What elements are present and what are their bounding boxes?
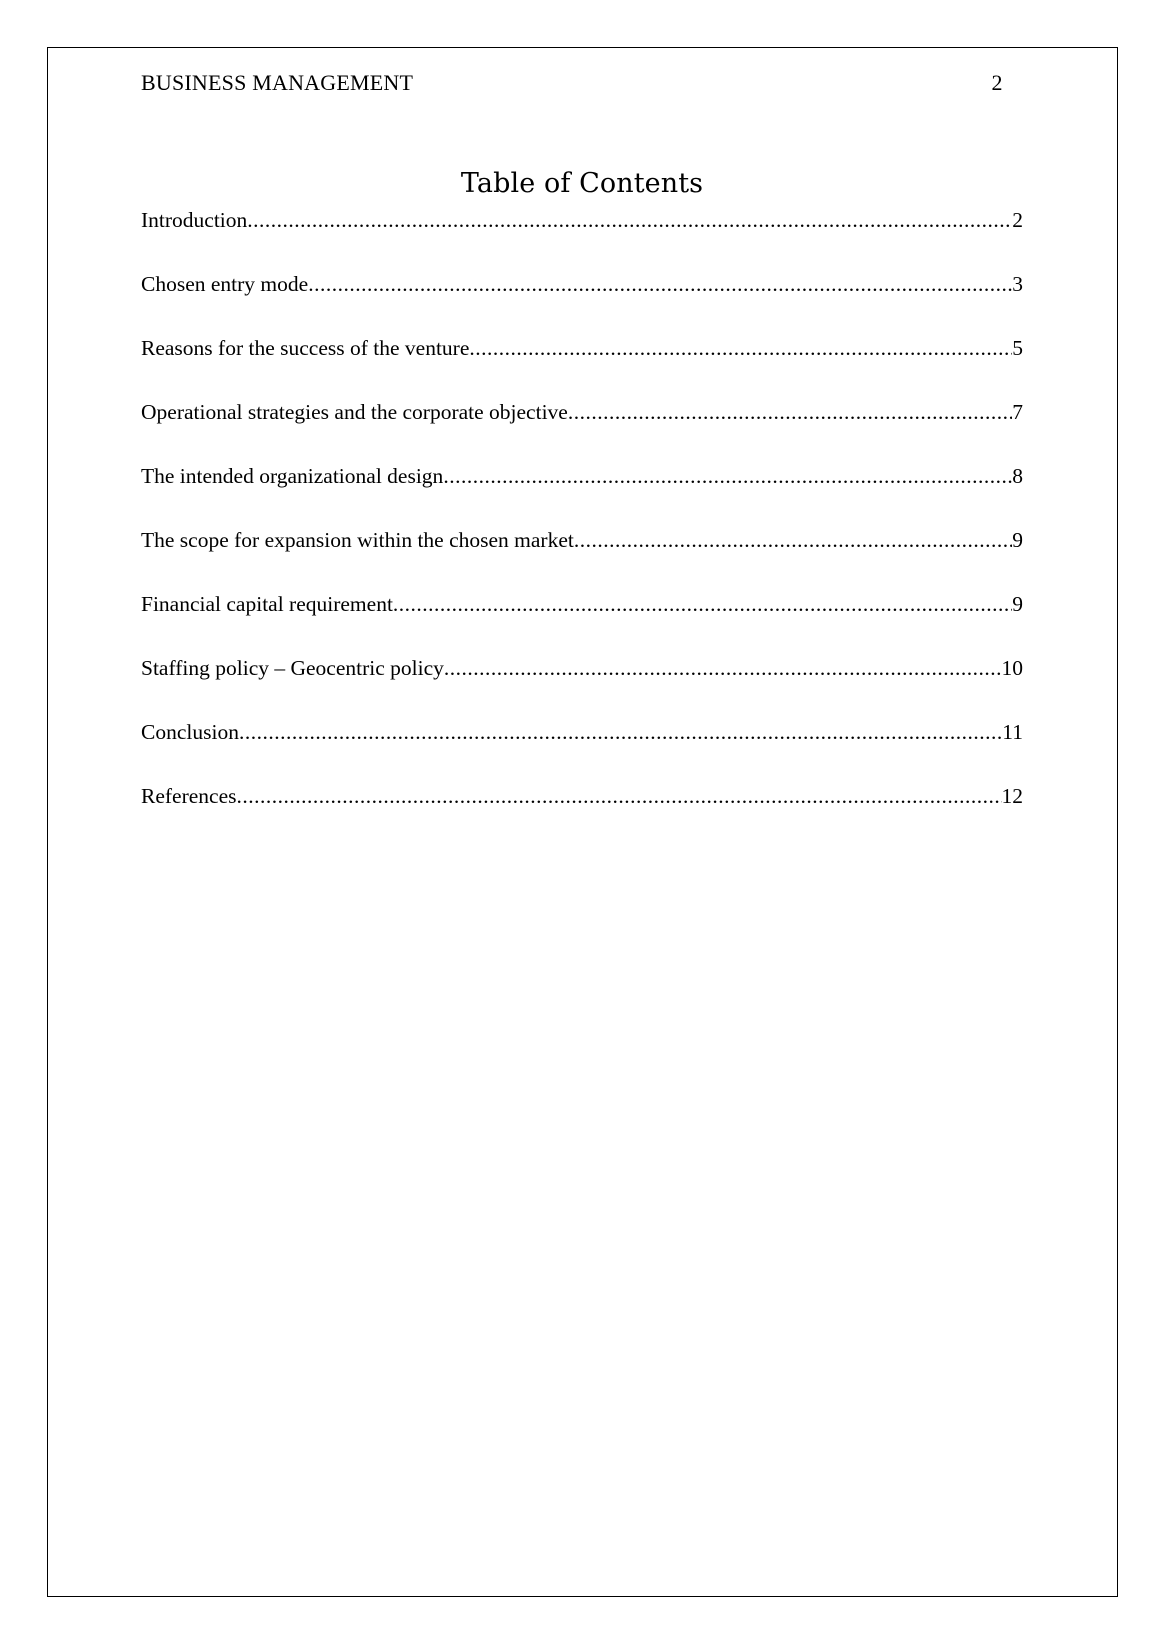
toc-entry-financial-capital[interactable]	[141, 588, 1023, 652]
dot-leader	[444, 652, 1002, 684]
toc-entry-scope-for-expansion[interactable]	[141, 524, 1023, 588]
toc-entry-operational-strategies[interactable]	[141, 396, 1023, 460]
toc-entry-label: Introduction	[141, 208, 248, 232]
dot-leader	[568, 396, 1012, 428]
toc-entry-label: Financial capital requirement	[141, 592, 393, 616]
toc-entry-page: 3	[1012, 272, 1023, 296]
toc-entry-page: 8	[1012, 464, 1023, 488]
toc-entry-label: Reasons for the success of the venture	[141, 336, 470, 360]
toc-entry-label: Operational strategies and the corporate objective	[141, 400, 568, 424]
dot-leader	[469, 332, 1012, 364]
toc-entry-page: 12	[1001, 784, 1023, 808]
running-head: BUSINESS MANAGEMENT	[141, 70, 414, 95]
toc-entry-label: References	[141, 784, 237, 808]
toc-entry-references[interactable]	[141, 780, 1023, 844]
toc-entry-page: 2	[1012, 208, 1023, 232]
toc-entry-chosen-entry-mode[interactable]	[141, 268, 1023, 332]
table-of-contents	[141, 204, 1023, 844]
toc-entry-organizational-design[interactable]	[141, 460, 1023, 524]
dot-leader	[308, 268, 1012, 300]
toc-entry-staffing-policy[interactable]	[141, 652, 1023, 716]
toc-entry-page: 7	[1012, 400, 1023, 424]
toc-entry-label: The intended organizational design	[141, 464, 444, 488]
dot-leader	[239, 716, 1002, 748]
toc-entry-page: 9	[1012, 592, 1023, 616]
toc-entry-page: 5	[1012, 336, 1023, 360]
dot-leader	[574, 524, 1012, 556]
page-number: 2	[991, 70, 1003, 95]
toc-title: Table of Contents	[460, 168, 704, 199]
toc-entry-label: Staffing policy – Geocentric policy	[141, 656, 444, 680]
toc-entry-reasons-for-success[interactable]	[141, 332, 1023, 396]
toc-entry-label: Conclusion	[141, 720, 239, 744]
dot-leader	[237, 780, 1002, 812]
dot-leader	[443, 460, 1012, 492]
toc-entry-label: Chosen entry mode	[141, 272, 309, 296]
toc-entry-introduction[interactable]	[141, 204, 1023, 268]
toc-entry-page: 10	[1001, 656, 1023, 680]
toc-entry-conclusion[interactable]	[141, 716, 1023, 780]
dot-leader	[393, 588, 1012, 620]
toc-entry-label: The scope for expansion within the chosen market	[141, 528, 574, 552]
toc-entry-page: 11	[1002, 720, 1023, 744]
toc-entry-page: 9	[1012, 528, 1023, 552]
dot-leader	[247, 204, 1012, 236]
